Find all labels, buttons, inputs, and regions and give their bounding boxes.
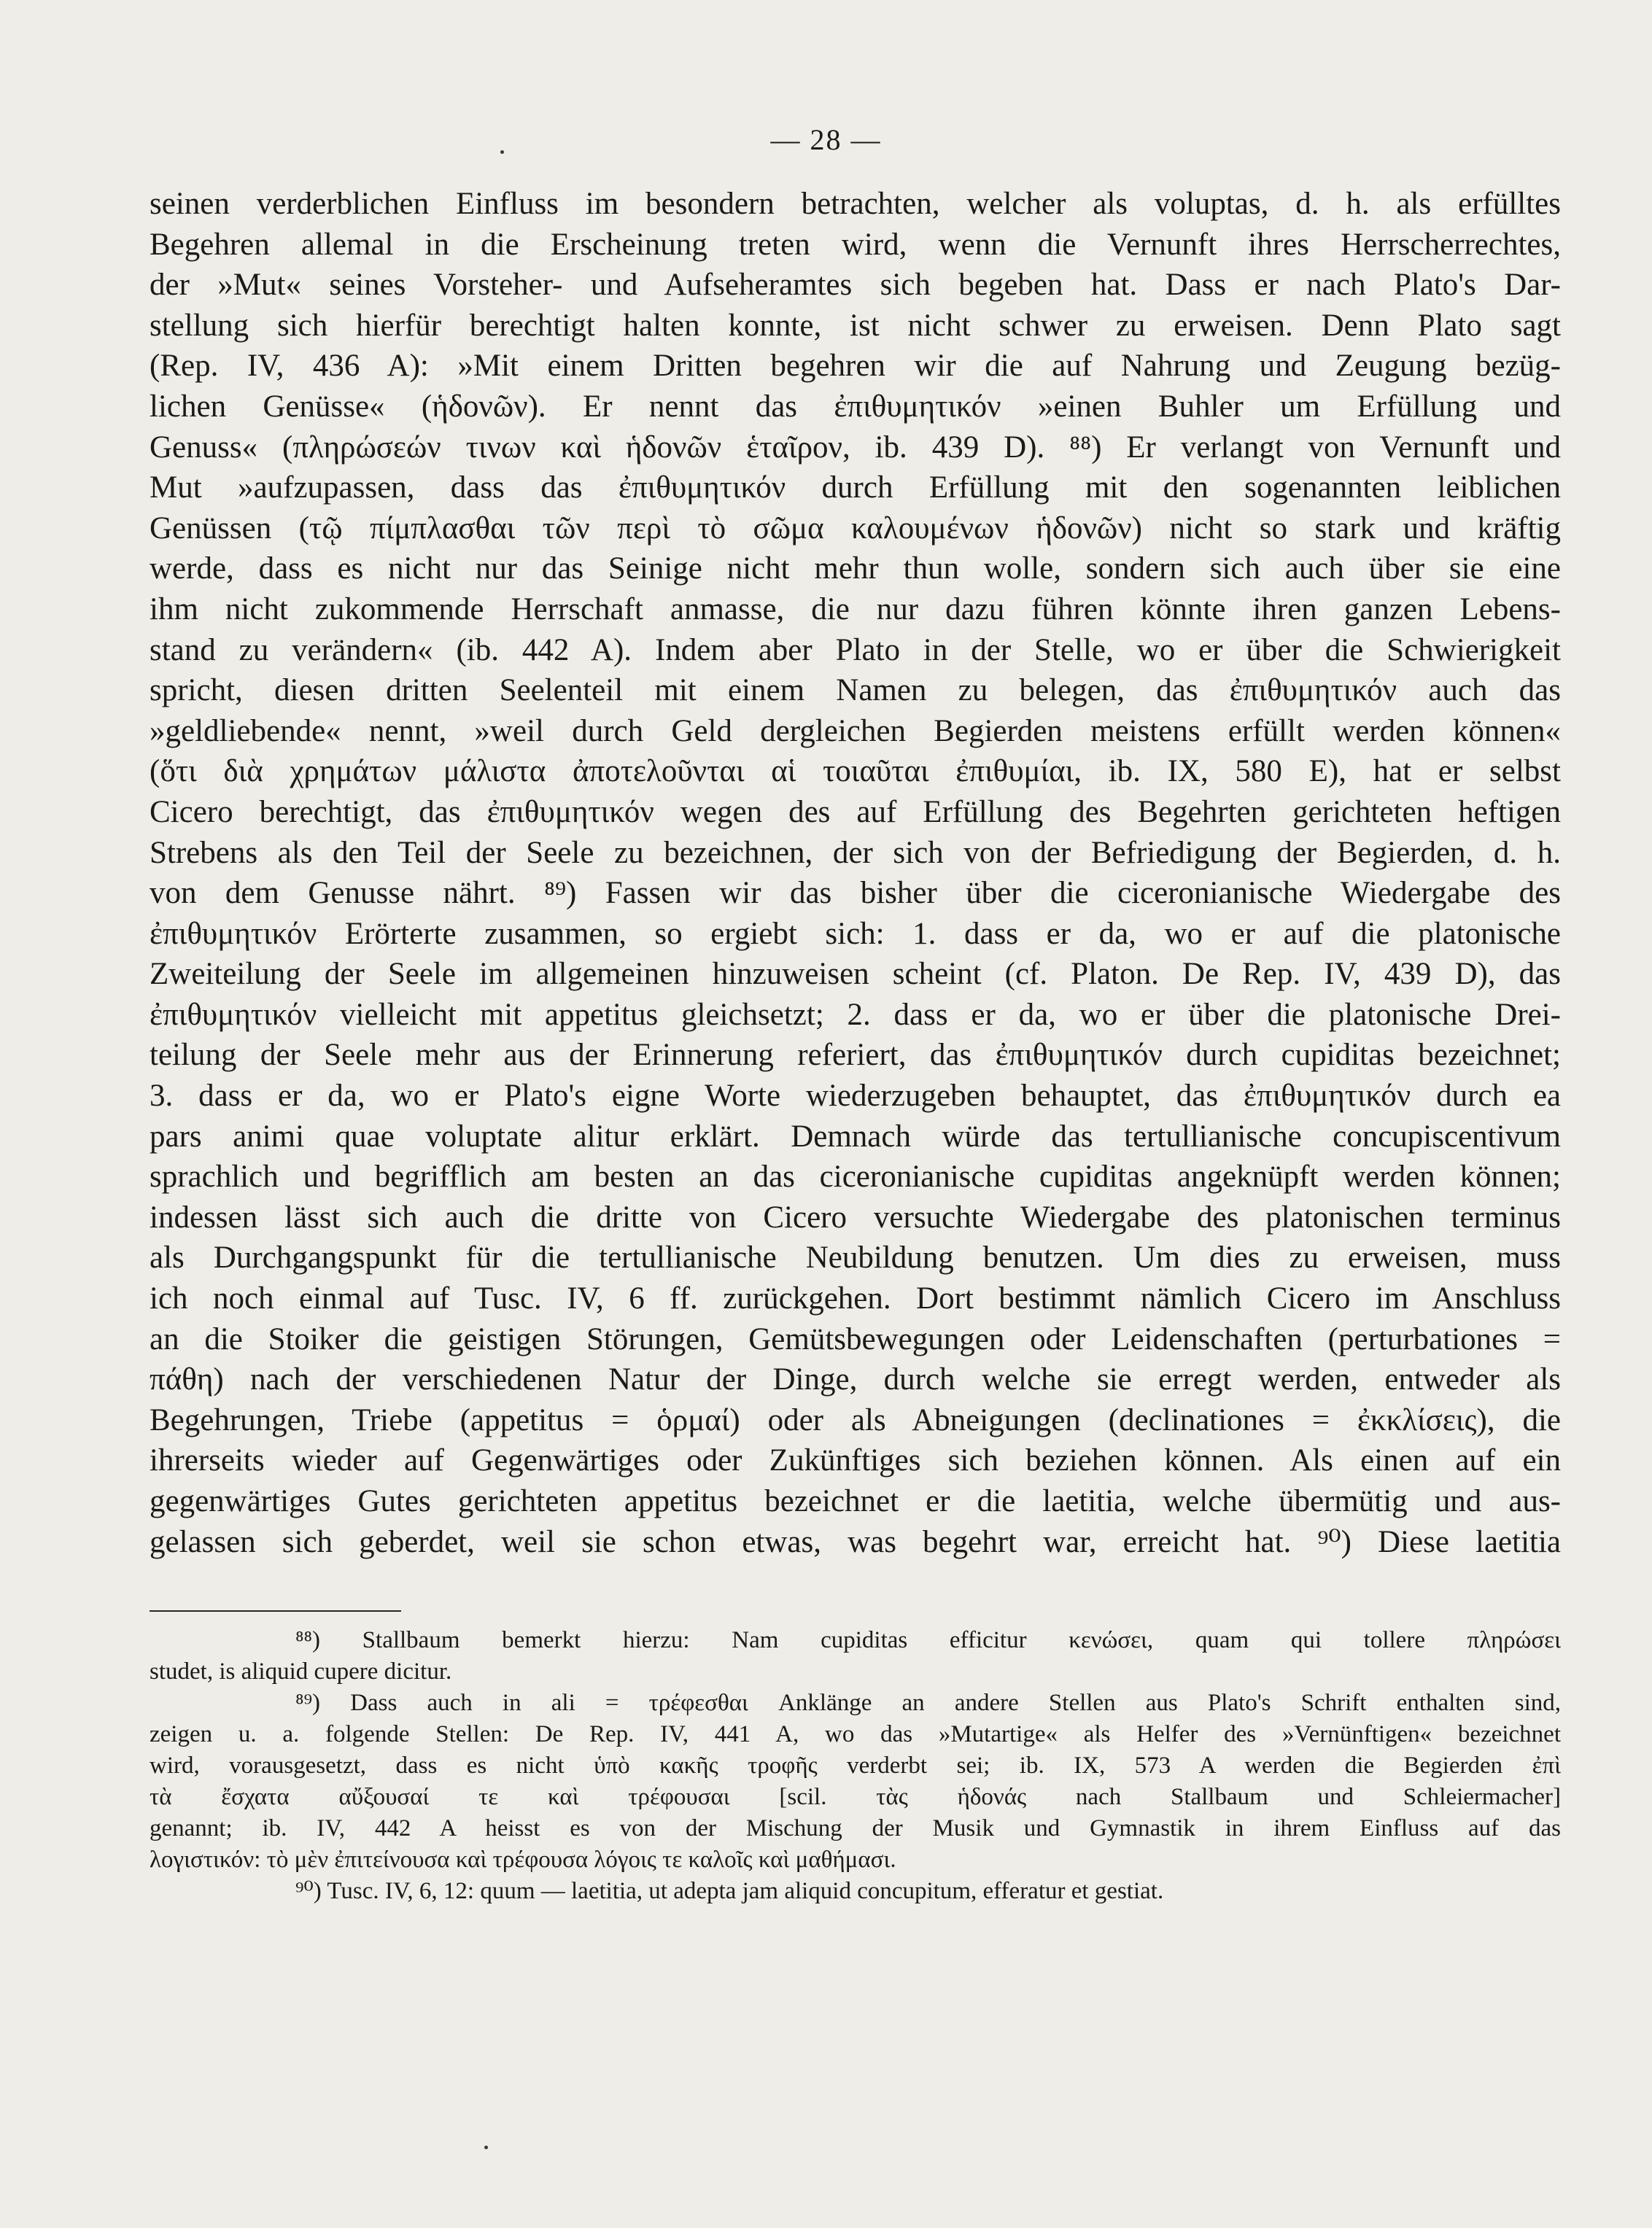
body-line: spricht, diesen dritten Seelenteil mit einem Namen zu belegen, das ἐπιθυμητικόν auch das bbox=[150, 673, 1561, 708]
body-line: πάθη) nach der verschiedenen Natur der Dinge, durch welche sie erregt werden, entweder als bbox=[150, 1362, 1561, 1397]
body-line: Genüssen (τῷ πίμπλασθαι τῶν περὶ τὸ σῶμα καλουμένων ἡδονῶν) nicht so stark und kräftig bbox=[150, 511, 1561, 546]
body-line: ἐπιθυμητικόν Erörterte zusammen, so ergiebt sich: 1. dass er da, wo er auf die platonische bbox=[150, 916, 1561, 951]
body-line: Begehrungen, Triebe (appetitus = ὁρμαί) oder als Abneigungen (declinationes = ἐκκλίσεις), die bbox=[150, 1402, 1561, 1437]
page-number: — 28 — bbox=[770, 123, 882, 156]
body-line: Genuss« (πληρώσεών τινων καὶ ἡδονῶν ἑταῖρον, ib. 439 D). ⁸⁸) Er verlangt von Vernunft und bbox=[150, 430, 1561, 465]
body-line: Zweiteilung der Seele im allgemeinen hinzuweisen scheint (cf. Platon. De Rep. IV, 439 D), das bbox=[150, 957, 1561, 992]
body-line: Begehren allemal in die Erscheinung treten wird, wenn die Vernunft ihres Herrscherrechtes, bbox=[150, 227, 1561, 262]
footnote-line: zeigen u. a. folgende Stellen: De Rep. IV, 441 A, wo das »Mutartige« als Helfer des »Vernünftigen« bezeichnet bbox=[150, 1721, 1561, 1747]
footnote-line: studet, is aliquid cupere dicitur. bbox=[150, 1658, 452, 1685]
body-line: »geldliebende« nennt, »weil durch Geld dergleichen Begierden meistens erfüllt werden können« bbox=[150, 713, 1561, 748]
body-line: ich noch einmal auf Tusc. IV, 6 ff. zurückgehen. Dort bestimmt nämlich Cicero im Anschluss bbox=[150, 1281, 1561, 1316]
body-line: lichen Genüsse« (ἡδονῶν). Er nennt das ἐπιθυμητικόν »einen Buhler um Erfüllung und bbox=[150, 389, 1561, 424]
body-line: teilung der Seele mehr aus der Erinnerung referiert, das ἐπιθυμητικόν durch cupiditas bezeichnet; bbox=[150, 1038, 1561, 1073]
footnote-line: ⁸⁸) Stallbaum bemerkt hierzu: Nam cupiditas efficitur κενώσει, quam qui tollere πληρώσει bbox=[295, 1627, 1561, 1653]
body-line: pars animi quae voluptate alitur erklärt. Demnach würde das tertullianische concupiscentivum bbox=[150, 1119, 1561, 1154]
footnote-line: ⁸⁹) Dass auch in ali = τρέφεσθαι Anklänge an andere Stellen aus Plato's Schrift enthalten sind, bbox=[295, 1690, 1561, 1716]
body-line: Strebens als den Teil der Seele zu bezeichnen, der sich von der Befriedigung der Begierden, d. h. bbox=[150, 835, 1561, 870]
footnote-line: ⁹⁰) Tusc. IV, 6, 12: quum — laetitia, ut adepta jam aliquid concupitum, efferatur et gestiat. bbox=[295, 1878, 1164, 1904]
body-line: indessen lässt sich auch die dritte von Cicero versuchte Wiedergabe des platonischen terminus bbox=[150, 1200, 1561, 1235]
body-line: stand zu verändern« (ib. 442 A). Indem aber Plato in der Stelle, wo er über die Schwierigkeit bbox=[150, 632, 1561, 667]
body-line: sprachlich und begrifflich am besten an das ciceronianische cupiditas angeknüpft werden können; bbox=[150, 1160, 1561, 1195]
body-line: an die Stoiker die geistigen Störungen, Gemütsbewegungen oder Leidenschaften (perturbationes = bbox=[150, 1321, 1561, 1356]
footnote-line: τὰ ἔσχατα αὔξουσαί τε καὶ τρέφουσαι [scil. τὰς ἡδονάς nach Stallbaum und Schleiermacher] bbox=[150, 1784, 1561, 1810]
footnote-line: wird, vorausgesetzt, dass es nicht ὑπὸ κακῆς τροφῆς verderbt sei; ib. IX, 573 A werden die Begierden ἐπὶ bbox=[150, 1752, 1561, 1779]
footnote-line: genannt; ib. IV, 442 A heisst es von der Mischung der Musik und Gymnastik in ihrem Einfluss auf das bbox=[150, 1815, 1561, 1841]
body-line: (ὅτι διὰ χρημάτων μάλιστα ἀποτελοῦνται αἱ τοιαῦται ἐπιθυμίαι, ib. IX, 580 E), hat er selbst bbox=[150, 754, 1561, 789]
body-line: der »Mut« seines Vorsteher- und Aufseheramtes sich begeben hat. Dass er nach Plato's Dar- bbox=[150, 268, 1561, 303]
body-line: 3. dass er da, wo er Plato's eigne Worte wiederzugeben behauptet, das ἐπιθυμητικόν durch ea bbox=[150, 1079, 1561, 1114]
body-line: gelassen sich geberdet, weil sie schon etwas, was begehrt war, erreicht hat. ⁹⁰) Diese laetitia bbox=[150, 1524, 1561, 1559]
footnotes bbox=[150, 1625, 1561, 1907]
body-line: Mut »aufzupassen, dass das ἐπιθυμητικόν durch Erfüllung mit den sogenannten leiblichen bbox=[150, 470, 1561, 505]
footnote-divider bbox=[150, 1610, 401, 1612]
body-line: (Rep. IV, 436 A): »Mit einem Dritten begehren wir die auf Nahrung und Zeugung bezüg- bbox=[150, 349, 1561, 384]
print-speck bbox=[500, 150, 504, 154]
print-speck bbox=[484, 2146, 488, 2149]
body-line: werde, dass es nicht nur das Seinige nicht mehr thun wolle, sondern sich auch über sie eine bbox=[150, 551, 1561, 586]
body-line: als Durchgangspunkt für die tertullianische Neubildung benutzen. Um dies zu erweisen, muss bbox=[150, 1241, 1561, 1276]
footnote-line: λογιστικόν: τὸ μὲν ἐπιτείνουσα καὶ τρέφουσα λόγοις τε καλοῖς καὶ μαθήμασι. bbox=[150, 1847, 896, 1873]
body-line: stellung sich hierfür berechtigt halten konnte, ist nicht schwer zu erweisen. Denn Plato sagt bbox=[150, 308, 1561, 343]
body-line: ἐπιθυμητικόν vielleicht mit appetitus gleichsetzt; 2. dass er da, wo er über die platonische Drei- bbox=[150, 997, 1561, 1032]
body-line: seinen verderblichen Einfluss im besondern betrachten, welcher als voluptas, d. h. als erfülltes bbox=[150, 187, 1561, 221]
body-line: gegenwärtiges Gutes gerichteten appetitus bezeichnet er die laetitia, welche übermütig und aus- bbox=[150, 1484, 1561, 1518]
body-line: Cicero berechtigt, das ἐπιθυμητικόν wegen des auf Erfüllung des Begehrten gerichteten heftigen bbox=[150, 794, 1561, 829]
body-line: ihm nicht zukommende Herrschaft anmasse, die nur dazu führen könnte ihren ganzen Lebens- bbox=[150, 591, 1561, 626]
main-text bbox=[150, 184, 1561, 1562]
body-line: ihrerseits wieder auf Gegenwärtiges oder Zukünftiges sich beziehen können. Als einen auf ein bbox=[150, 1443, 1561, 1478]
body-line: von dem Genusse nährt. ⁸⁹) Fassen wir das bisher über die ciceronianische Wiedergabe des bbox=[150, 876, 1561, 911]
